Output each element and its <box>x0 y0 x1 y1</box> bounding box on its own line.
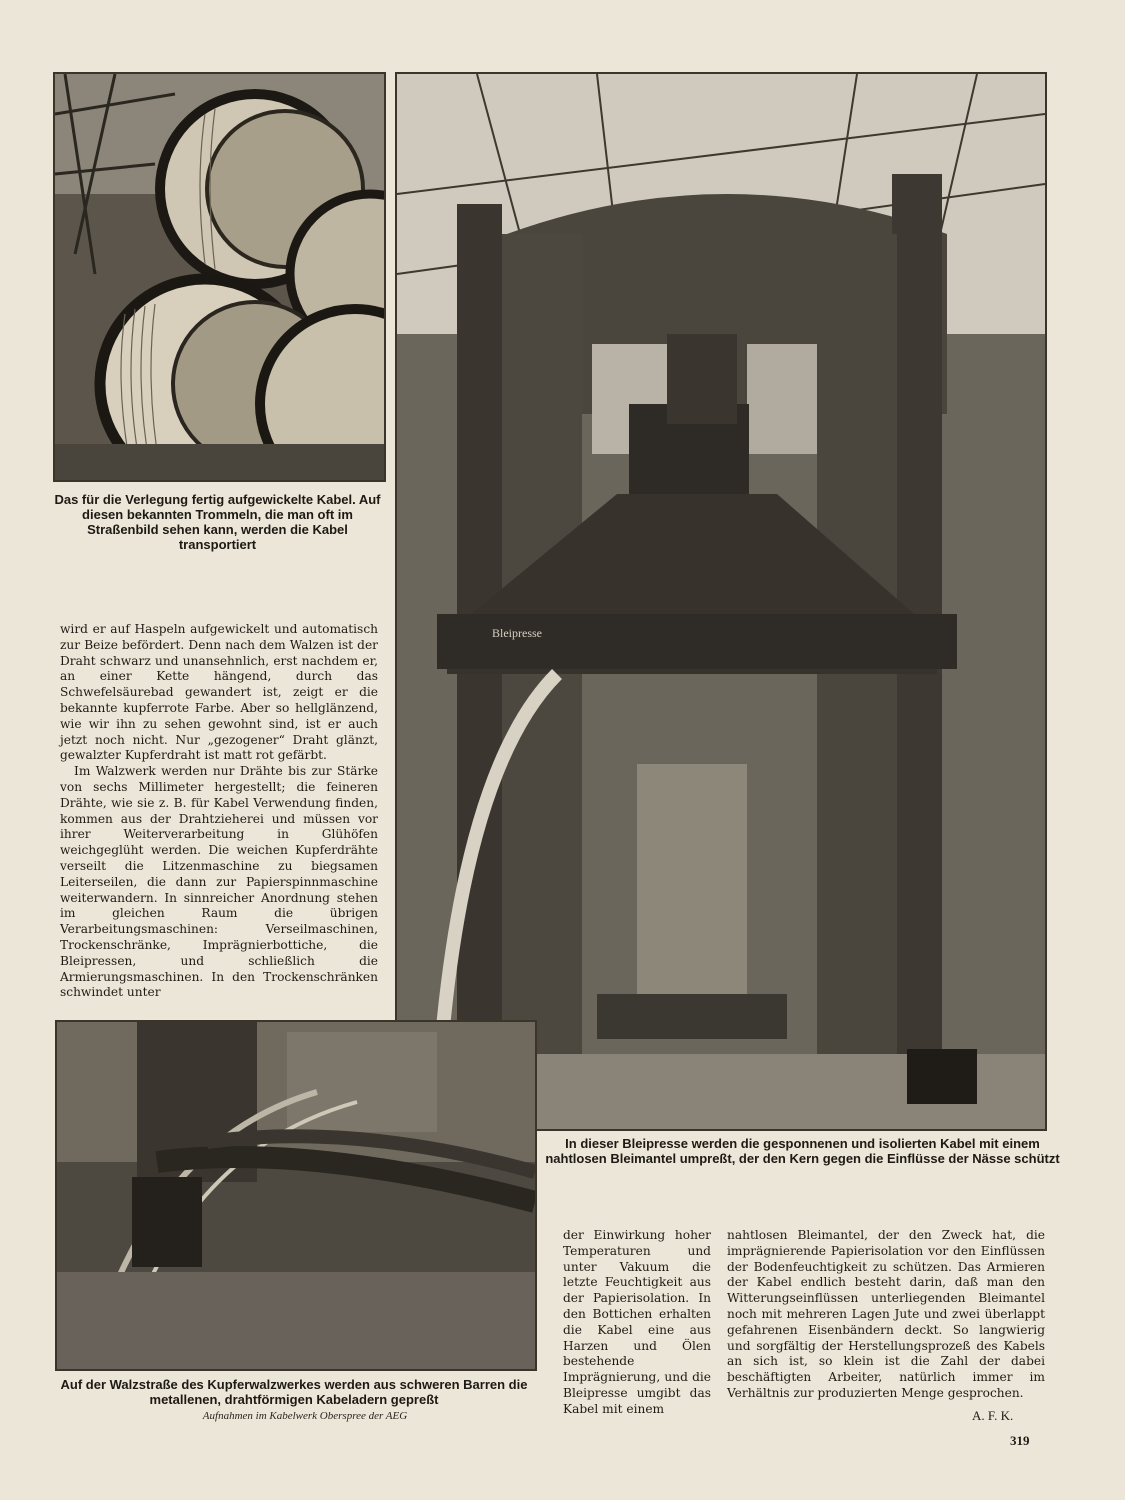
rolling-mill-photo <box>55 1020 537 1371</box>
paragraph: nahtlosen Bleimantel, der den Zweck hat, die imprägnierende Papierisolation vor den Einflüssen der Bodenfeuchtigkeit zu schützen. Das Armieren der Kabel endlich besteht darin, daß man den Witterungseinflüssen unterliegenden Bleimantel noch mit mehreren Lagen Jute und zwei überlappt gefahrenen Eisenbändern deckt. So langwierig und sorgfältig der Herstellungsprozeß des Kabels an sich ist, so klein ist die Zahl der dabei beschäftigten Arbeiter, natürlich immer im Verhältnis zur produzierten Menge gesprochen. <box>727 1228 1045 1400</box>
press-label: Bleipresse <box>492 626 542 640</box>
rolling-mill-caption: Auf der Walzstraße des Kupferwalzwerkes werden aus schweren Barren die metallenen, drahtförmigen Kabeladern gepreßt <box>60 1377 528 1407</box>
body-column-right <box>727 1228 1045 1402</box>
body-column-middle <box>563 1228 711 1418</box>
author-signature: A. F. K. <box>972 1408 1014 1423</box>
paragraph: Im Walzwerk werden nur Drähte bis zur Stärke von sechs Millimeter hergestellt; die feineren Drähte, wie sie z. B. für Kabel Verwendung finden, kommen aus der Drahtzieherei und müssen vor ihrer Weiterverarbeitung in Glühöfen weichgeglüht werden. Die weichen Kupferdrähte verseilt die Litzenmaschine zu biegsamen Leiterseilen, die dann zur Papierspinnmaschine weiterwandern. In sinnreicher Anordnung stehen im gleichen Raum die übrigen Verarbeitungsmaschinen: Verseilmaschinen, Trockenschränke, Imprägnierbottiche, die Bleipressen, und schließlich die Armierungsmaschinen. In den Trockenschränken schwindet unter <box>60 764 378 1000</box>
lead-press-image <box>397 74 1045 1129</box>
paragraph: wird er auf Haspeln aufgewickelt und automatisch zur Beize befördert. Denn nach dem Walzen ist der Draht schwarz und unansehnlich, erst nachdem er, an einer Kette hängend, durch das Schwefelsäurebad gewandert ist, zeigt er die bekannte kupferrote Farbe. Aber so hellglänzend, wie wir ihn zu sehen gewohnt sind, ist er auch jetzt noch nicht. Nur „gezogener“ Draht glänzt, gewalzter Kupferdraht ist matt rot gefärbt. <box>60 622 378 763</box>
press-caption: In dieser Bleipresse werden die gesponnenen und isolierten Kabel mit einem nahtlosen Bleimantel umpreßt, der den Kern gegen die Einflüsse der Nässe schützt <box>545 1136 1060 1166</box>
lead-press-photo <box>395 72 1047 1131</box>
cable-drums-photo <box>53 72 386 482</box>
page-number: 319 <box>1010 1433 1030 1448</box>
body-column-left <box>60 622 378 1001</box>
paragraph: der Einwirkung hoher Temperaturen und unter Vakuum die letzte Feuchtigkeit aus der Papierisolation. In den Bottichen erhalten die Kabel eine aus Harzen und Ölen bestehende Imprägnierung, und die Bleipresse umgibt das Kabel mit einem <box>563 1228 711 1416</box>
cable-drums-image <box>55 74 384 480</box>
drums-caption: Das für die Verlegung fertig aufgewickelte Kabel. Auf diesen bekannten Trommeln, die man oft im Straßenbild sehen kann, werden die Kabel transportiert <box>54 492 381 552</box>
photo-credit: Aufnahmen im Kabelwerk Oberspree der AEG <box>202 1410 408 1422</box>
rolling-mill-image <box>57 1022 535 1369</box>
